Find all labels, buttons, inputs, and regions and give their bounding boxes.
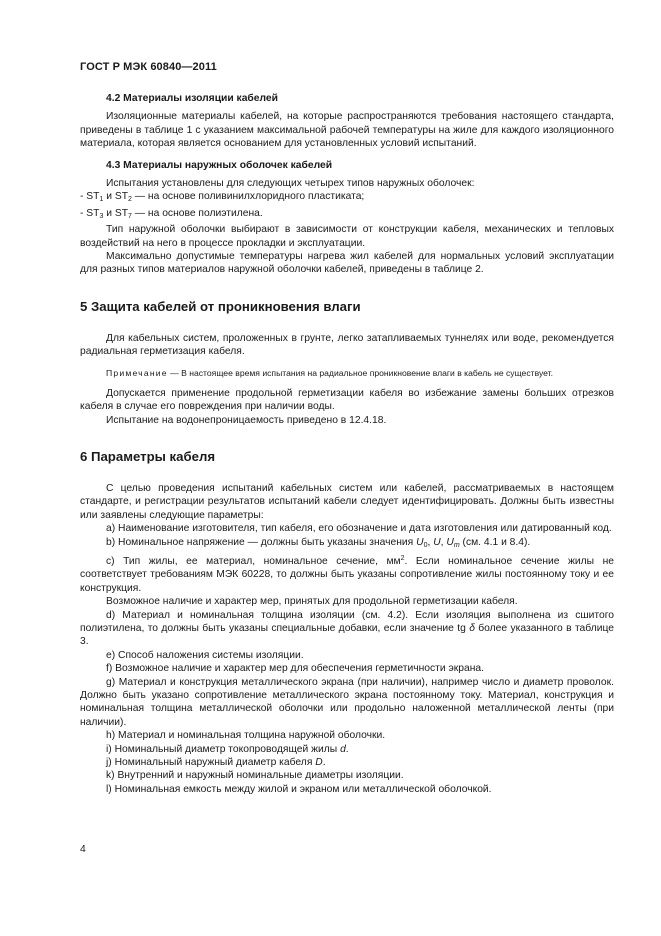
param-e: e) Способ наложения системы изоляции. bbox=[106, 649, 304, 661]
section-4-3-paragraph-2: Тип наружной оболочки выбирают в зависимости от конструкции кабеля, механических и тепловых воздействий на него в процессе прокладки и эксплуатации. bbox=[80, 224, 614, 249]
param-k: k) Внутренний и наружный номинальные диаметры изоляции. bbox=[106, 770, 404, 782]
page-number: 4 bbox=[80, 844, 86, 855]
param-d: d) Материал и номинальная толщина изоляции (см. 4.2). Если изоляция выполнена из сшитого полиэтилена, то должны быть указаны специальные добавки, если значение tg δ более указанного в таблице 3. bbox=[80, 609, 614, 648]
section-4-2-title: 4.2 Материалы изоляции кабелей bbox=[106, 93, 278, 104]
section-6-title: 6 Параметры кабеля bbox=[80, 448, 216, 464]
section-5-paragraph-2: Допускается применение продольной герметизации кабеля во избежание замены больших отрезков кабеля в случае его повреждения при наличии воды. bbox=[80, 387, 614, 413]
section-4-2-paragraph: Изоляционные материалы кабелей, на которые распространяются требования настоящего стандарта, приведены в таблице 1 с указанием максимальной рабочей температуры на жиле для каждого изоляционного материала, которая является основанием для установленных условий испытаний. bbox=[80, 111, 614, 150]
section-4-3-paragraph-3: Максимально допустимые температуры нагрева жил кабелей для нормальных условий эксплуатации для разных типов материалов наружной оболочки кабелей, приведены в таблице 2. bbox=[80, 251, 614, 276]
param-i: i) Номинальный диаметр токопроводящей жилы d. bbox=[106, 743, 349, 755]
section-4-3-title: 4.3 Материалы наружных оболочек кабелей bbox=[106, 159, 333, 171]
param-c-2: Возможное наличие и характер мер, принятых для продольной герметизации кабеля. bbox=[106, 596, 518, 608]
param-f: f) Возможное наличие и характер мер для обеспечения герметичности экрана. bbox=[106, 663, 484, 675]
param-l: l) Номинальная емкость между жилой и экраном или металлической оболочкой. bbox=[106, 783, 492, 795]
param-j: j) Номинальный наружный диаметр кабеля D. bbox=[106, 757, 326, 769]
section-5-paragraph-1: Для кабельных систем, проложенных в грунте, легко затапливаемых туннелях или воде, рекомендуется радиальная герметизация кабеля. bbox=[80, 332, 614, 358]
section-4-3-paragraph-1: Испытания установлены для следующих четырех типов наружных оболочек: bbox=[106, 178, 475, 190]
param-h: h) Материал и номинальная толщина наружной оболочки. bbox=[106, 730, 386, 742]
param-a: a) Наименование изготовителя, тип кабеля, его обозначение и дата изготовления или датированный код. bbox=[106, 523, 612, 535]
section-5-paragraph-3: Испытание на водонепроницаемость приведено в 12.4.18. bbox=[106, 414, 387, 426]
section-5-note: Примечание — В настоящее время испытания на радиальное проникновение влаги в кабель не существует. bbox=[106, 367, 554, 378]
param-c: c) Тип жилы, ее материал, номинальное сечение, $мм^2$. Если номинальное сечение жилы не соответствует требованиям МЭК 60228, то должны быть указаны сопротивление жилы постоянному току и ее конструкция. bbox=[80, 554, 615, 594]
param-b: b) Номинальное напряжение — должны быть указаны значения $U_0$, U, $U_m$ (см. 4.1 и 8.4). bbox=[106, 536, 531, 549]
document-header: ГОСТ Р МЭК 60840—2011 bbox=[80, 61, 217, 73]
note-label: Примечание bbox=[106, 367, 168, 378]
section-6-paragraph-1: С целью проведения испытаний кабельных систем или кабелей, рассматриваемых в настоящем стандарте, и регистрации результатов испытаний кабели следует идентифицировать. Должны быть известны или заявлены следующие параметры: bbox=[80, 482, 614, 521]
param-g: g) Материал и конструкция металлического экрана (при наличии), например число и диаметр проволок. Должно быть указано сопротивление металлического экрана постоянному току. Материал, конструкция и номинальная толщина металлической оболочки или продольно наложенной металлической ленты (при наличии). bbox=[80, 676, 614, 728]
page-content bbox=[80, 92, 614, 796]
sheath-list-item-1: - $ST_1$ и $ST_2$ — на основе поливинилхлоридного пластиката; bbox=[80, 191, 365, 204]
section-5-title: 5 Защита кабелей от проникновения влаги bbox=[80, 298, 361, 314]
sheath-list-item-2: - $ST_3$ и $ST_7$ — на основе полиэтилена. bbox=[80, 207, 263, 220]
